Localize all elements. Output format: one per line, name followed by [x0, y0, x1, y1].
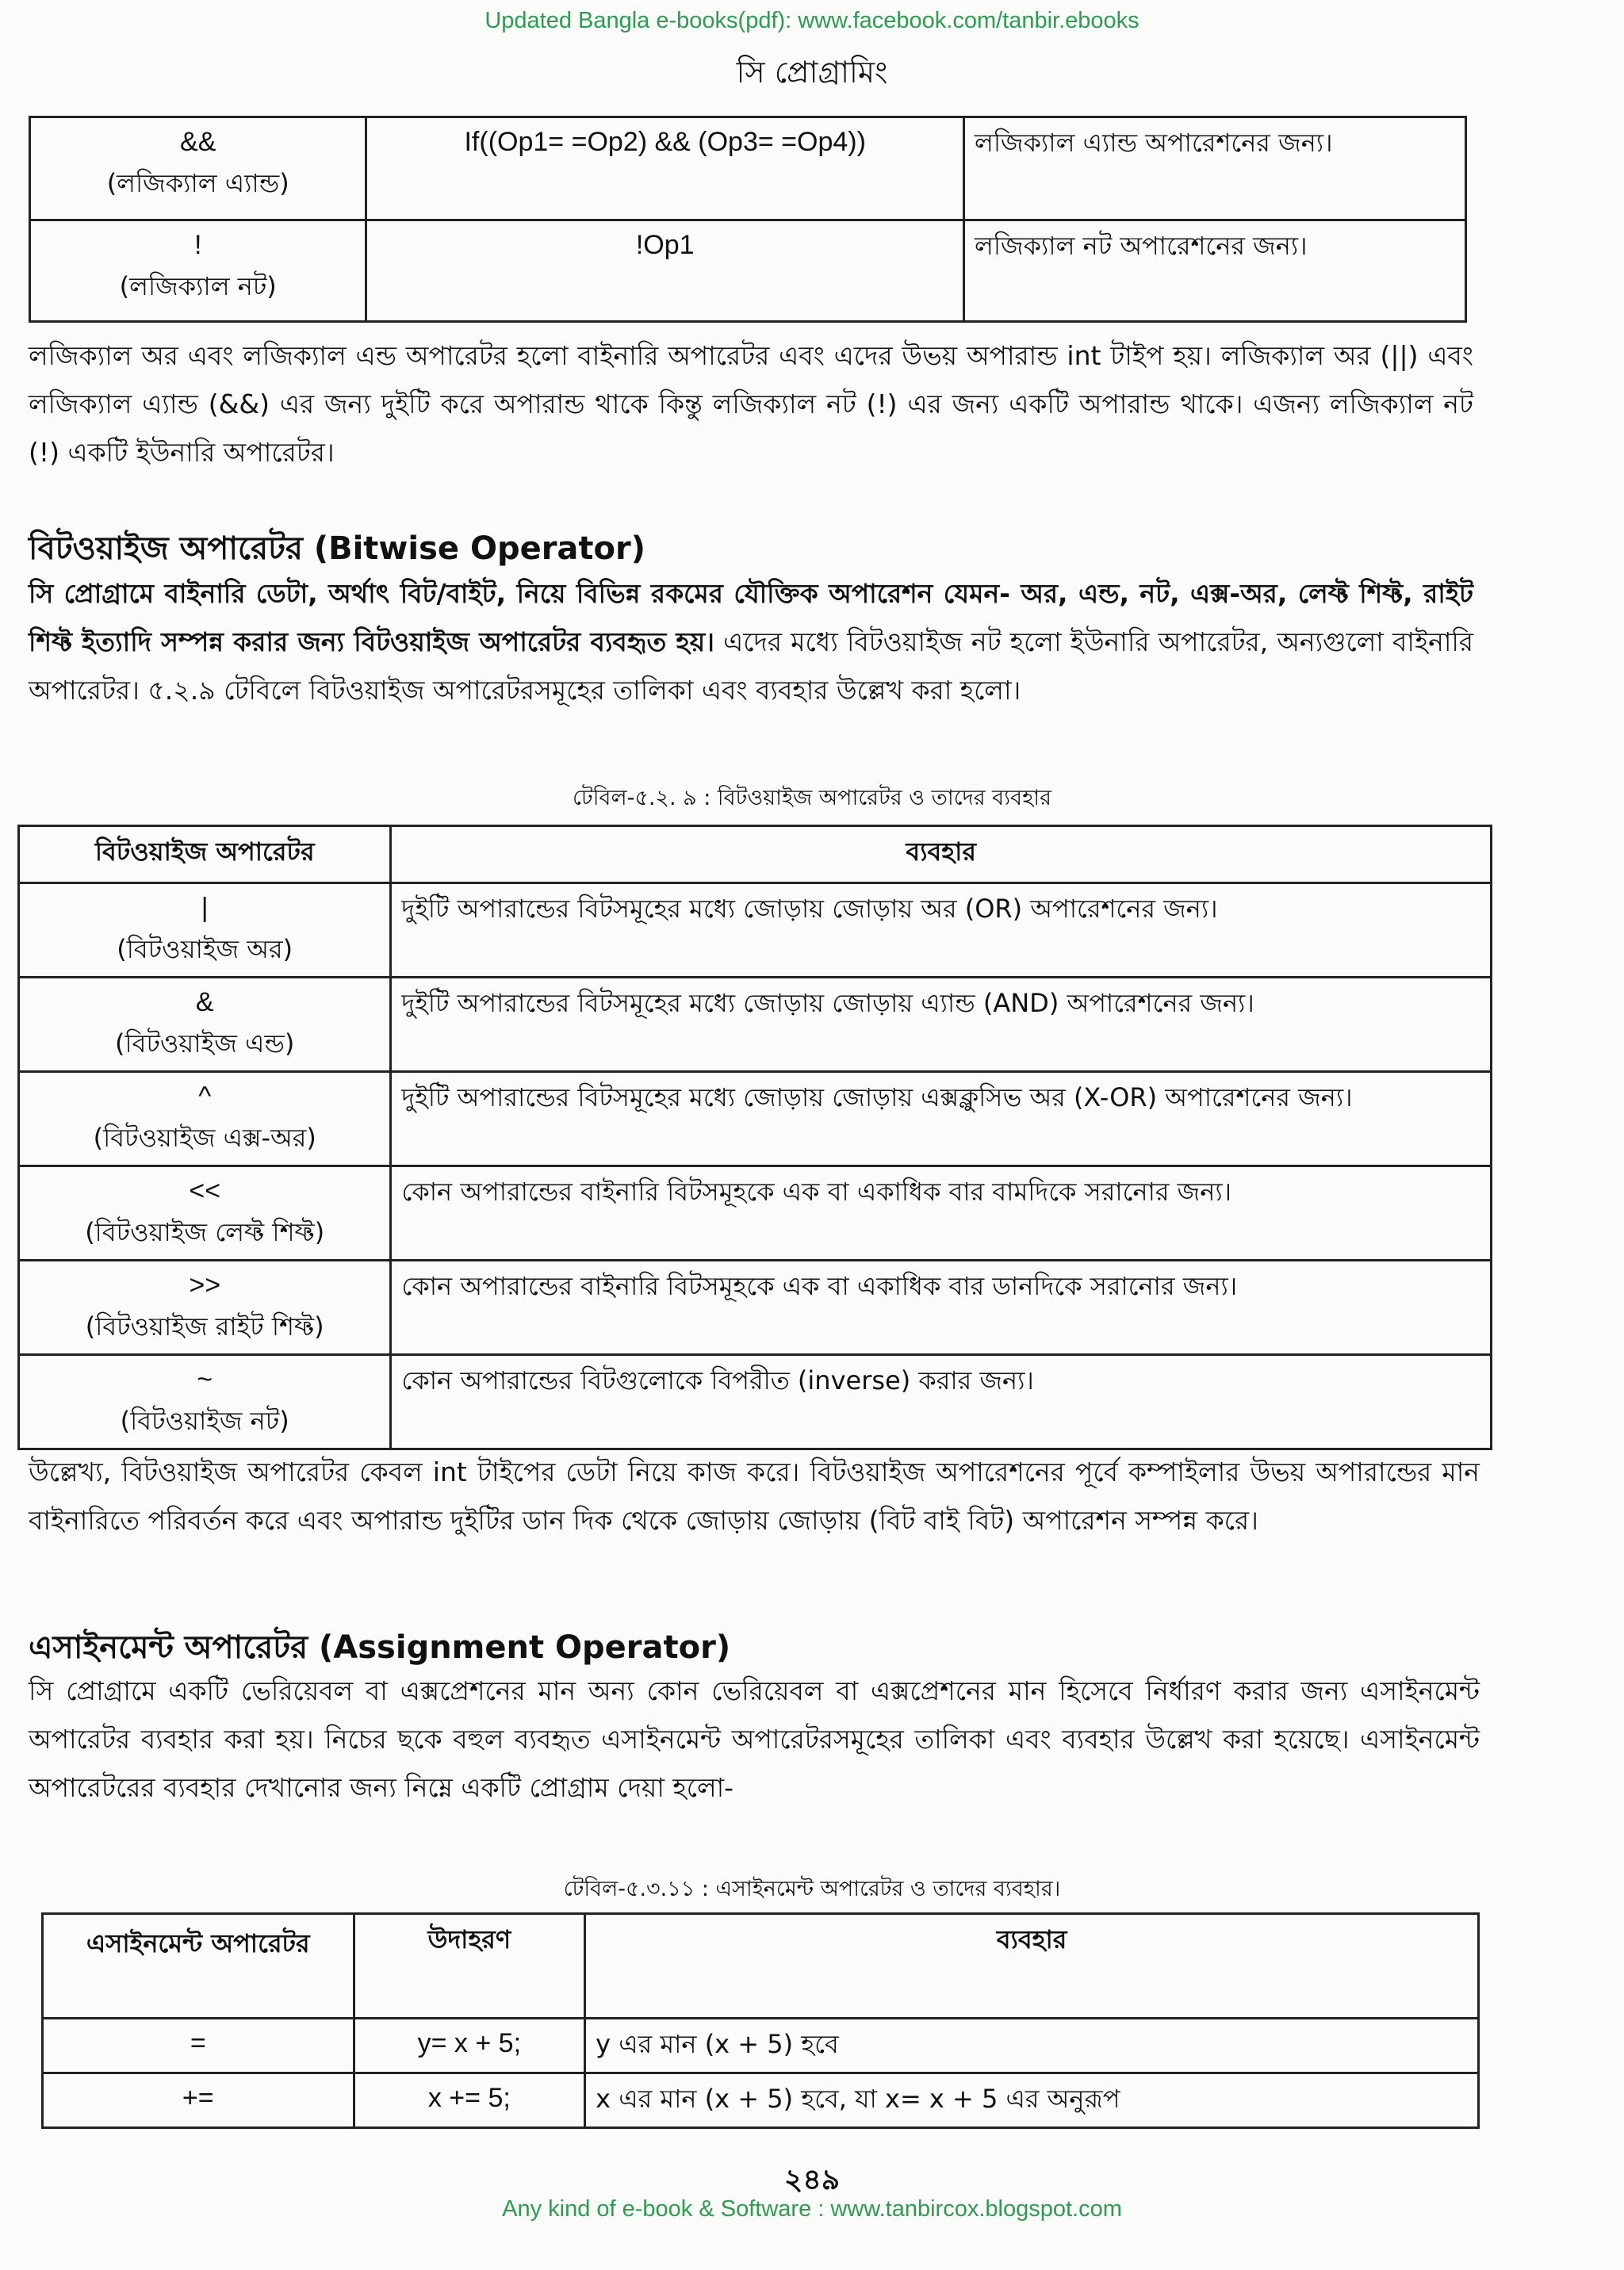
- usage-cell: লজিক্যাল এ্যান্ড অপারেশনের জন্য।: [964, 117, 1466, 220]
- example-cell: [366, 117, 964, 220]
- operator-symbol: ^: [198, 1081, 212, 1112]
- example-cell: [354, 2019, 585, 2073]
- operator-name: (বিটওয়াইজ নট): [120, 1406, 289, 1436]
- operator-symbol: =: [190, 2028, 206, 2058]
- example-code: If((Op1= =Op2) && (Op3= =Op4)): [464, 127, 866, 157]
- operator-name: (লজিক্যাল এ্যান্ড): [106, 168, 289, 198]
- paragraph-bitwise-rest: এদের মধ্যে বিটওয়াইজ নট হলো ইউনারি অপারেটর, অন্যগুলো বাইনারি অপারেটর। ৫.২.৯ টেবিলে বিটওয়াইজ অপারেটরসমূহের তালিকা এবং ব্যবহার উল্লেখ করা হলো।: [29, 626, 1473, 706]
- table-row: [19, 978, 1492, 1072]
- operator-cell: [19, 1261, 391, 1355]
- table-row: [19, 1166, 1492, 1261]
- bitwise-table-caption: টেবিল-৫.২. ৯ : বিটওয়াইজ অপারেটর ও তাদের ব্যবহার: [573, 786, 1051, 810]
- operator-cell: [19, 883, 391, 978]
- example-cell: [366, 220, 964, 322]
- example-code: x += 5;: [427, 2083, 511, 2113]
- paragraph-logical: লজিক্যাল অর এবং লজিক্যাল এন্ড অপারেটর হলো বাইনারি অপারেটর এবং এদের উভয় অপারান্ড int টাইপ হয়। লজিক্যাল অর (||) এবং লজিক্যাল এ্যান্ড (&&) এর জন্য দুইটি করে অপারান্ড থাকে কিন্তু লজিক্যাল নট (!) এর জন্য একটি অপারান্ড থাকে। এজন্য লজিক্যাল নট (!) একটি ইউনারি অপারেটর।: [29, 340, 1473, 468]
- operator-cell: [43, 2019, 354, 2073]
- usage-cell: কোন অপারান্ডের বাইনারি বিটসমূহকে এক বা একাধিক বার বামদিকে সরানোর জন্য।: [391, 1166, 1492, 1261]
- table-row: [19, 1261, 1492, 1355]
- bitwise-operator-table: [17, 825, 1492, 1450]
- operator-name: (বিটওয়াইজ অর): [117, 934, 293, 964]
- column-header: ব্যবহার: [585, 1914, 1479, 2019]
- table-row: [30, 220, 1466, 322]
- table-row: [43, 2073, 1479, 2128]
- watermark-top: Updated Bangla e-books(pdf): www.facebook.com/tanbir.ebooks: [485, 8, 1139, 33]
- table-row: [19, 1355, 1492, 1449]
- operator-name: (লজিক্যাল নট): [119, 271, 277, 301]
- operator-symbol: &: [195, 987, 214, 1017]
- operator-name: (বিটওয়াইজ রাইট শিফ্ট): [85, 1311, 324, 1342]
- page-number: ২৪৯: [783, 2164, 841, 2196]
- operator-symbol: <<: [189, 1176, 221, 1206]
- operator-cell: [19, 978, 391, 1072]
- operator-symbol: ~: [197, 1365, 213, 1395]
- assignment-table-caption: টেবিল-৫.৩.১১ : এসাইনমেন্ট অপারেটর ও তাদের ব্যবহার।: [563, 1877, 1061, 1901]
- usage-cell: দুইটি অপারান্ডের বিটসমূহের মধ্যে জোড়ায় জোড়ায় এক্সক্লুসিভ অর (X-OR) অপারেশনের জন্য।: [391, 1072, 1492, 1166]
- paragraph-bitwise-note: উল্লেখ্য, বিটওয়াইজ অপারেটর কেবল int টাইপের ডেটা নিয়ে কাজ করে। বিটওয়াইজ অপারেশনের পূর্বে কম্পাইলার উভয় অপারান্ডের মান বাইনারিতে পরিবর্তন করে এবং অপারান্ড দুইটির ডান দিক থেকে জোড়ায় জোড়ায় (বিট বাই বিট) অপারেশন সম্পন্ন করে।: [29, 1457, 1480, 1536]
- column-header: ব্যবহার: [391, 826, 1492, 883]
- table-header-row: [19, 826, 1492, 883]
- paragraph-bitwise: [29, 569, 1473, 714]
- operator-cell: [43, 2073, 354, 2128]
- usage-cell: কোন অপারান্ডের বাইনারি বিটসমূহকে এক বা একাধিক বার ডানদিকে সরানোর জন্য।: [391, 1261, 1492, 1355]
- example-code: !Op1: [635, 230, 695, 260]
- operator-name: (বিটওয়াইজ এন্ড): [115, 1028, 295, 1058]
- column-header: এসাইনমেন্ট অপারেটর: [43, 1914, 354, 2019]
- example-code: y= x + 5;: [417, 2028, 522, 2058]
- usage-cell: দুইটি অপারান্ডের বিটসমূহের মধ্যে জোড়ায় জোড়ায় এ্যান্ড (AND) অপারেশনের জন্য।: [391, 978, 1492, 1072]
- operator-cell: [30, 220, 366, 322]
- example-cell: [354, 2073, 585, 2128]
- table-row: [19, 1072, 1492, 1166]
- assignment-heading: এসাইনমেন্ট অপারেটর (Assignment Operator): [29, 1629, 731, 1666]
- page-header-title: সি প্রোগ্রামিং: [736, 55, 888, 90]
- paragraph-bitwise-intro: সি প্রোগ্রামে বাইনারি ডেটা, অর্থাৎ বিট/বাইট, নিয়ে বিভিন্ন রকমের যৌক্তিক অপারেশন যেমন- অর, এন্ড, নট, এক্স-অর, লেফ্ট শিফ্ট, রাইট শিফ্ট ইত্যাদি সম্পন্ন করার জন্য বিটওয়াইজ অপারেটর ব্যবহৃত হয়।: [29, 578, 1473, 657]
- operator-symbol: +=: [182, 2083, 214, 2113]
- watermark-bottom: Any kind of e-book & Software : www.tanbircox.blogspot.com: [502, 2196, 1122, 2222]
- bitwise-heading: বিটওয়াইজ অপারেটর (Bitwise Operator): [29, 530, 646, 567]
- usage-cell: দুইটি অপারান্ডের বিটসমূহের মধ্যে জোড়ায় জোড়ায় অর (OR) অপারেশনের জন্য।: [391, 883, 1492, 978]
- operator-cell: [30, 117, 366, 220]
- operator-cell: [19, 1072, 391, 1166]
- operator-name: (বিটওয়াইজ লেফ্ট শিফ্ট): [85, 1217, 325, 1247]
- assignment-operator-table: [41, 1912, 1480, 2129]
- operator-symbol: >>: [189, 1270, 221, 1300]
- operator-cell: [19, 1355, 391, 1449]
- logical-operator-table: [29, 116, 1467, 323]
- table-row: [43, 2019, 1479, 2073]
- operator-symbol: !: [193, 230, 202, 260]
- operator-name: (বিটওয়াইজ এক্স-অর): [93, 1123, 316, 1153]
- table-row: [19, 883, 1492, 978]
- operator-symbol: &&: [180, 127, 216, 157]
- operator-cell: [19, 1166, 391, 1261]
- usage-cell: x এর মান (x + 5) হবে, যা x= x + 5 এর অনুরূপ: [585, 2073, 1479, 2128]
- operator-symbol: |: [201, 893, 209, 923]
- column-header: উদাহরণ: [354, 1914, 585, 2019]
- table-header-row: [43, 1914, 1479, 2019]
- paragraph-assignment: সি প্রোগ্রামে একটি ভেরিয়েবল বা এক্সপ্রেশনের মান অন্য কোন ভেরিয়েবল বা এক্সপ্রেশনের মান হিসেবে নির্ধারণ করার জন্য এসাইনমেন্ট অপারেটর ব্যবহার করা হয়। নিচের ছকে বহুল ব্যবহৃত এসাইনমেন্ট অপারেটরসমূহের তালিকা এবং ব্যবহার উল্লেখ করা হয়েছে। এসাইনমেন্ট অপারেটরের ব্যবহার দেখানোর জন্য নিম্নে একটি প্রোগ্রাম দেয়া হলো-: [29, 1675, 1480, 1803]
- column-header: বিটওয়াইজ অপারেটর: [19, 826, 391, 883]
- usage-cell: কোন অপারান্ডের বিটগুলোকে বিপরীত (inverse) করার জন্য।: [391, 1355, 1492, 1449]
- usage-cell: লজিক্যাল নট অপারেশনের জন্য।: [964, 220, 1466, 322]
- usage-cell: y এর মান (x + 5) হবে: [585, 2019, 1479, 2073]
- table-row: [30, 117, 1466, 220]
